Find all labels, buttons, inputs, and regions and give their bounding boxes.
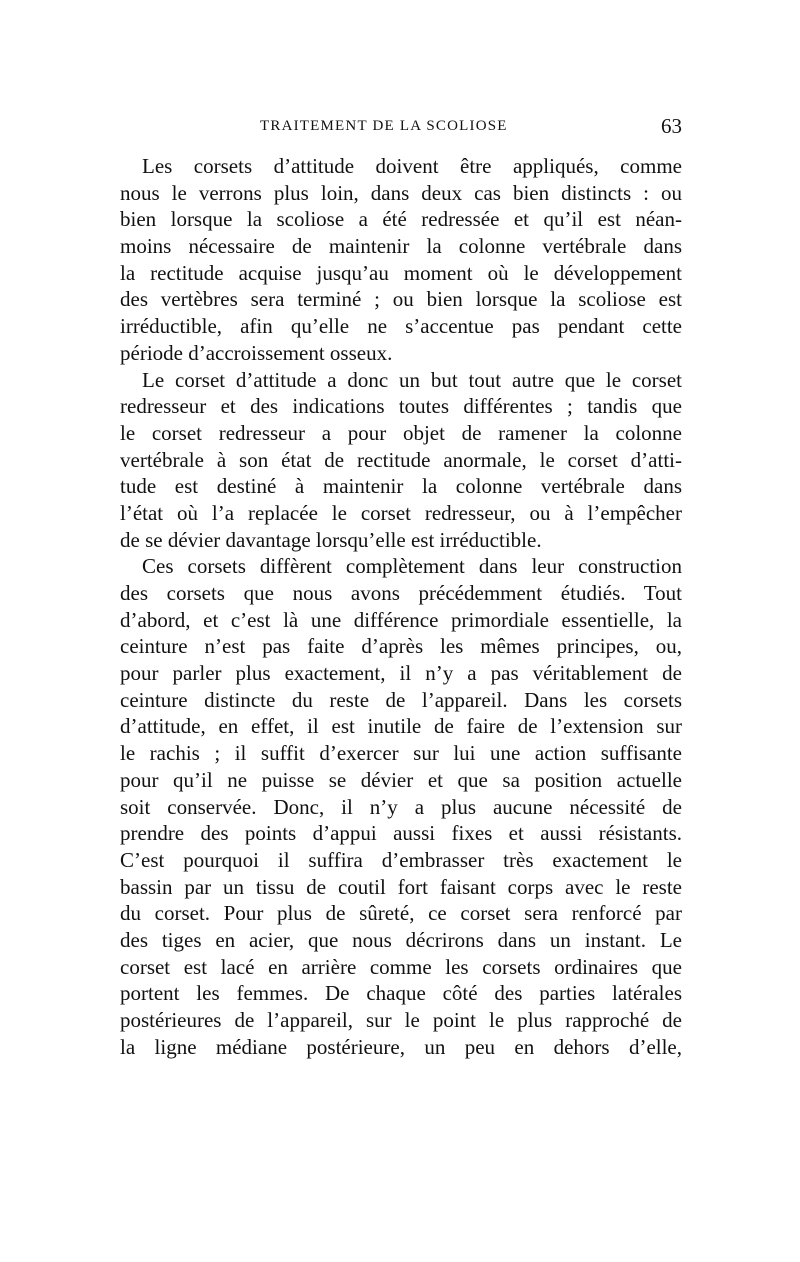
text-line: de se dévier davantage lorsqu’elle est irréductible. (120, 527, 542, 552)
text-line: du corset. Pour plus de sûreté, ce corset sera renforcé par (120, 901, 682, 926)
text-line: vertébrale à son état de rectitude anormale, le corset d’atti- (120, 447, 682, 472)
running-header (120, 114, 682, 144)
text-line: pour qu’il ne puisse se dévier et que sa position actuelle (120, 767, 682, 792)
text-line: tude est destiné à maintenir la colonne vertébrale dans (120, 474, 682, 499)
text-line: période d’accroissement osseux. (120, 340, 393, 365)
text-line: l’état où l’a replacée le corset redresseur, ou à l’empêcher (120, 500, 682, 525)
text-line: ceinture n’est pas faite d’après les mêmes principes, ou, (120, 634, 682, 659)
text-line: pour parler plus exactement, il n’y a pas véritablement de (120, 661, 682, 686)
text-line: la rectitude acquise jusqu’au moment où le développement (120, 260, 682, 285)
text-line: corset est lacé en arrière comme les corsets ordinaires que (120, 954, 682, 979)
text-line: d’abord, et c’est là une différence primordiale essentielle, la (120, 607, 682, 632)
text-line: postérieures de l’appareil, sur le point le plus rapproché de (120, 1008, 682, 1032)
page-number: 63 (661, 114, 682, 138)
text-line: irréductible, afin qu’elle ne s’accentue pas pendant cette (120, 314, 682, 339)
text-line: nous le verrons plus loin, dans deux cas bien distincts : ou (120, 180, 682, 205)
text-line: le rachis ; il suffit d’exercer sur lui une action suffisante (120, 741, 682, 766)
text-line: d’attitude, en effet, il est inutile de faire de l’extension sur (120, 714, 682, 739)
text-line: C’est pourquoi il suffira d’embrasser très exactement le (120, 847, 682, 872)
text-line: moins nécessaire de maintenir la colonne vertébrale dans (120, 234, 682, 259)
text-line: ceinture distincte du reste de l’appareil. Dans les corsets (120, 687, 682, 712)
text-line: Le corset d’attitude a donc un but tout autre que le corset (142, 367, 682, 392)
text-line: la ligne médiane postérieure, un peu en dehors d’elle, (120, 1034, 682, 1059)
text-line: bien lorsque la scoliose a été redressée et qu’il est néan- (120, 207, 682, 232)
body-text (120, 153, 682, 1060)
text-line: Ces corsets diffèrent complètement dans leur construction (142, 554, 682, 579)
running-title: TRAITEMENT DE LA SCOLIOSE (260, 118, 508, 134)
text-line: portent les femmes. De chaque côté des parties latérales (120, 981, 682, 1006)
text-line: Les corsets d’attitude doivent être appliqués, comme (142, 154, 682, 178)
text-line: des corsets que nous avons précédemment étudiés. Tout (120, 581, 682, 605)
text-line: le corset redresseur a pour objet de ramener la colonne (120, 420, 682, 445)
text-line: soit conservée. Donc, il n’y a plus aucune nécessité de (120, 794, 682, 819)
text-line: redresseur et des indications toutes différentes ; tandis que (120, 394, 682, 419)
text-line: prendre des points d’appui aussi fixes et aussi résistants. (120, 821, 682, 846)
text-line: bassin par un tissu de coutil fort faisant corps avec le reste (120, 874, 682, 899)
text-line: des vertèbres sera terminé ; ou bien lorsque la scoliose est (120, 287, 682, 312)
text-line: des tiges en acier, que nous décrirons dans un instant. Le (120, 927, 682, 952)
